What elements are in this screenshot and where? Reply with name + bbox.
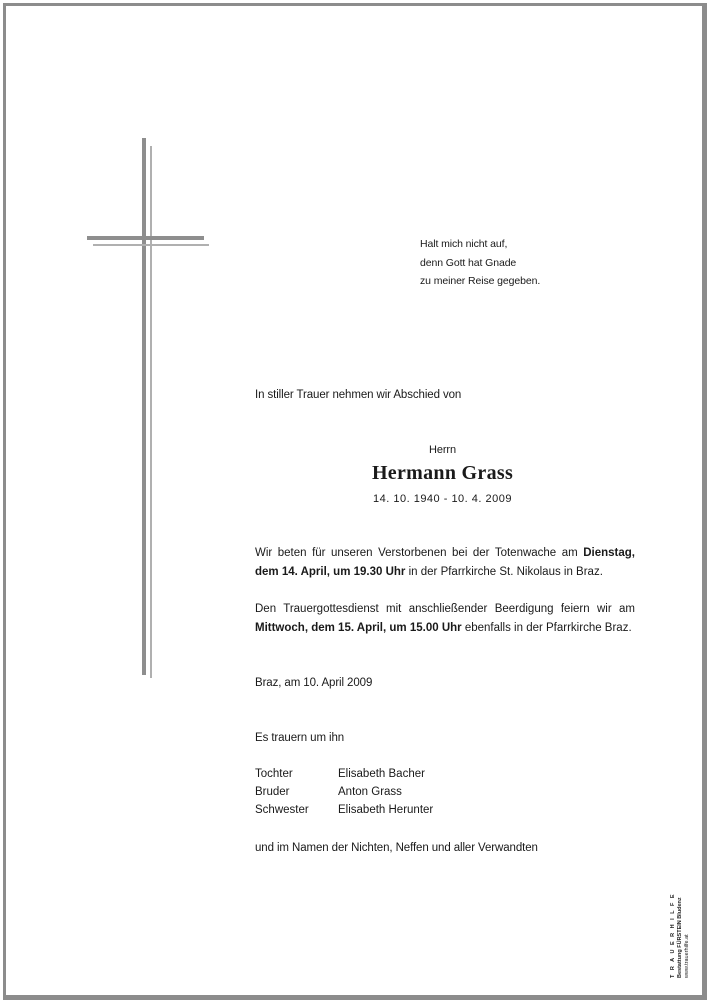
quote-line-2: denn Gott hat Gnade [420, 256, 517, 269]
quote [420, 235, 540, 291]
funeral-text-post: ebenfalls in der Pfarrkirche Braz. [461, 622, 632, 634]
relative-role: Tochter [255, 768, 293, 780]
imprint-text [670, 863, 691, 978]
relative-role: Bruder [255, 786, 290, 798]
wake-text-pre: Wir beten für unseren Verstorbenen bei der Totenwache am [255, 547, 584, 559]
intro-text: In stiller Trauer nehmen wir Abschied von [255, 389, 462, 401]
relative-row [255, 765, 433, 783]
relative-name: Anton Grass [338, 786, 402, 798]
wake-paragraph [255, 544, 635, 582]
wake-text-post: in der Pfarrkirche St. Nikolaus in Braz. [405, 566, 603, 578]
relative-row [255, 801, 433, 819]
quote-line-3: zu meiner Reise gegeben. [420, 275, 541, 287]
closing-text: und im Namen der Nichten, Neffen und aller Verwandten [255, 842, 538, 854]
mourners-intro: Es trauern um ihn [255, 732, 345, 744]
imprint-line-3: www.trauerhilfe.at [684, 934, 690, 978]
deceased-name: Hermann Grass [371, 462, 514, 484]
relatives-table [255, 765, 433, 819]
imprint-line-2: Bestattung FÜRSTEIN Bludenz [677, 897, 683, 978]
relative-name: Elisabeth Bacher [338, 768, 425, 780]
funeral-home-imprint [650, 870, 707, 980]
life-dates: 14. 10. 1940 - 10. 4. 2009 [373, 493, 512, 505]
wake-datetime: Dienstag, dem 14. April, um 19.30 Uhr [255, 547, 635, 578]
relative-name: Elisabeth Herunter [338, 804, 434, 816]
salutation: Herrn [428, 444, 456, 456]
funeral-datetime: Mittwoch, dem 15. April, um 15.00 Uhr [255, 622, 462, 634]
funeral-text-pre: Den Trauergottesdienst mit anschließender Beerdigung feiern wir am [255, 603, 635, 615]
quote-line-1: Halt mich nicht auf, [420, 238, 508, 250]
relative-row [255, 783, 433, 801]
imprint-line-1: T R A U E R H I L F E [670, 892, 676, 978]
relative-role: Schwester [255, 804, 309, 816]
funeral-paragraph [255, 600, 635, 638]
place-date: Braz, am 10. April 2009 [255, 677, 373, 689]
